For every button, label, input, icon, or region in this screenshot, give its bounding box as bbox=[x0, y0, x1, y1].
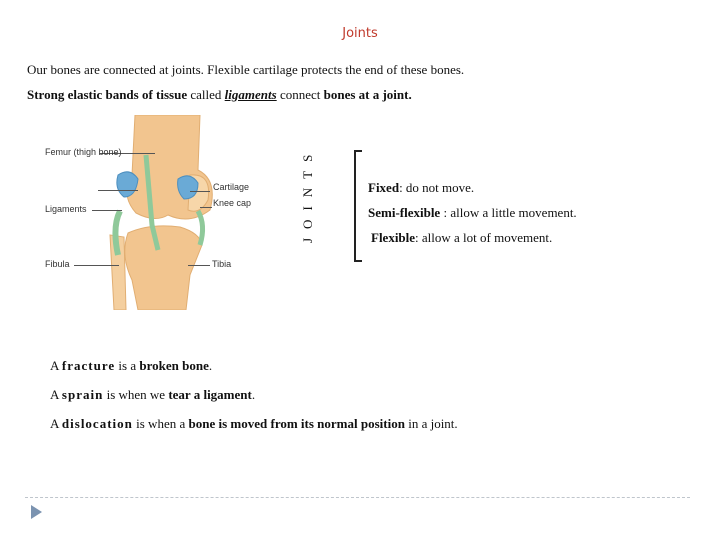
fact-fracture bbox=[50, 358, 212, 374]
kneecap-leader bbox=[200, 207, 212, 208]
joint-type-term: Semi-flexible bbox=[368, 205, 441, 220]
tibia-bone bbox=[125, 226, 202, 310]
cartilage-leader-right bbox=[190, 191, 210, 192]
play-triangle-icon[interactable] bbox=[31, 505, 42, 519]
joints-vertical-label: JOINTS bbox=[300, 145, 315, 243]
joint-type-desc: : do not move. bbox=[399, 180, 475, 195]
joint-type-term: Flexible bbox=[371, 230, 416, 245]
fact-prefix: A bbox=[50, 387, 62, 402]
fact-bold: broken bone bbox=[139, 358, 209, 373]
fact-sprain bbox=[50, 387, 255, 403]
ligaments-label: Ligaments bbox=[45, 204, 87, 214]
tibia-label: Tibia bbox=[212, 259, 232, 269]
cartilage-label: Cartilage bbox=[213, 182, 250, 192]
fact-prefix: A bbox=[50, 416, 62, 431]
fact-text: is a bbox=[115, 358, 140, 373]
joint-type-desc: : allow a lot of movement. bbox=[415, 230, 553, 245]
ligament-line-text-2: connect bbox=[276, 87, 324, 102]
footer-divider bbox=[25, 497, 690, 498]
ligament-line-bold-2: bones at a joint. bbox=[323, 87, 412, 102]
joints-bracket bbox=[354, 150, 362, 262]
ligaments-leader bbox=[92, 210, 122, 211]
fibula-leader bbox=[74, 265, 119, 266]
tibia-leader bbox=[188, 265, 210, 266]
fact-bold: bone bbox=[188, 416, 216, 431]
fact-bold: is moved from its normal position bbox=[218, 416, 405, 431]
ligament-line bbox=[27, 87, 412, 103]
joint-type-fixed bbox=[368, 180, 474, 196]
kneecap-label: Knee cap bbox=[213, 198, 252, 208]
fact-bold: tear a ligament bbox=[168, 387, 252, 402]
fact-end: . bbox=[251, 387, 256, 402]
ligament-line-text-1: called bbox=[187, 87, 225, 102]
fact-end: in a joint. bbox=[404, 416, 458, 431]
fact-term: fracture bbox=[61, 358, 116, 373]
fact-term: dislocation bbox=[61, 416, 133, 431]
femur-label: Femur (thigh bone) bbox=[45, 147, 122, 157]
knee-joint-figure bbox=[40, 115, 265, 310]
fact-term: sprain bbox=[61, 387, 104, 402]
ligament-line-bold-1: Strong elastic bands of tissue bbox=[27, 87, 188, 102]
fact-end: . bbox=[208, 358, 213, 373]
ligament-line-term: ligaments bbox=[224, 87, 277, 102]
joint-type-semi-flexible bbox=[368, 205, 577, 221]
intro-line: Our bones are connected at joints. Flexible cartilage protects the end of these bones. bbox=[27, 62, 465, 77]
joint-type-term: Fixed bbox=[368, 180, 400, 195]
fact-prefix: A bbox=[50, 358, 62, 373]
fibula-label: Fibula bbox=[45, 259, 70, 269]
slide-title: Joints bbox=[342, 26, 378, 41]
joint-type-flexible bbox=[371, 230, 552, 246]
fact-text: is when a bbox=[132, 416, 189, 431]
cartilage-leader-left bbox=[98, 190, 138, 191]
joint-type-desc: : allow a little movement. bbox=[440, 205, 577, 220]
fact-text: is when we bbox=[103, 387, 169, 402]
fact-dislocation bbox=[50, 416, 458, 432]
ligament-lateral bbox=[115, 211, 120, 255]
